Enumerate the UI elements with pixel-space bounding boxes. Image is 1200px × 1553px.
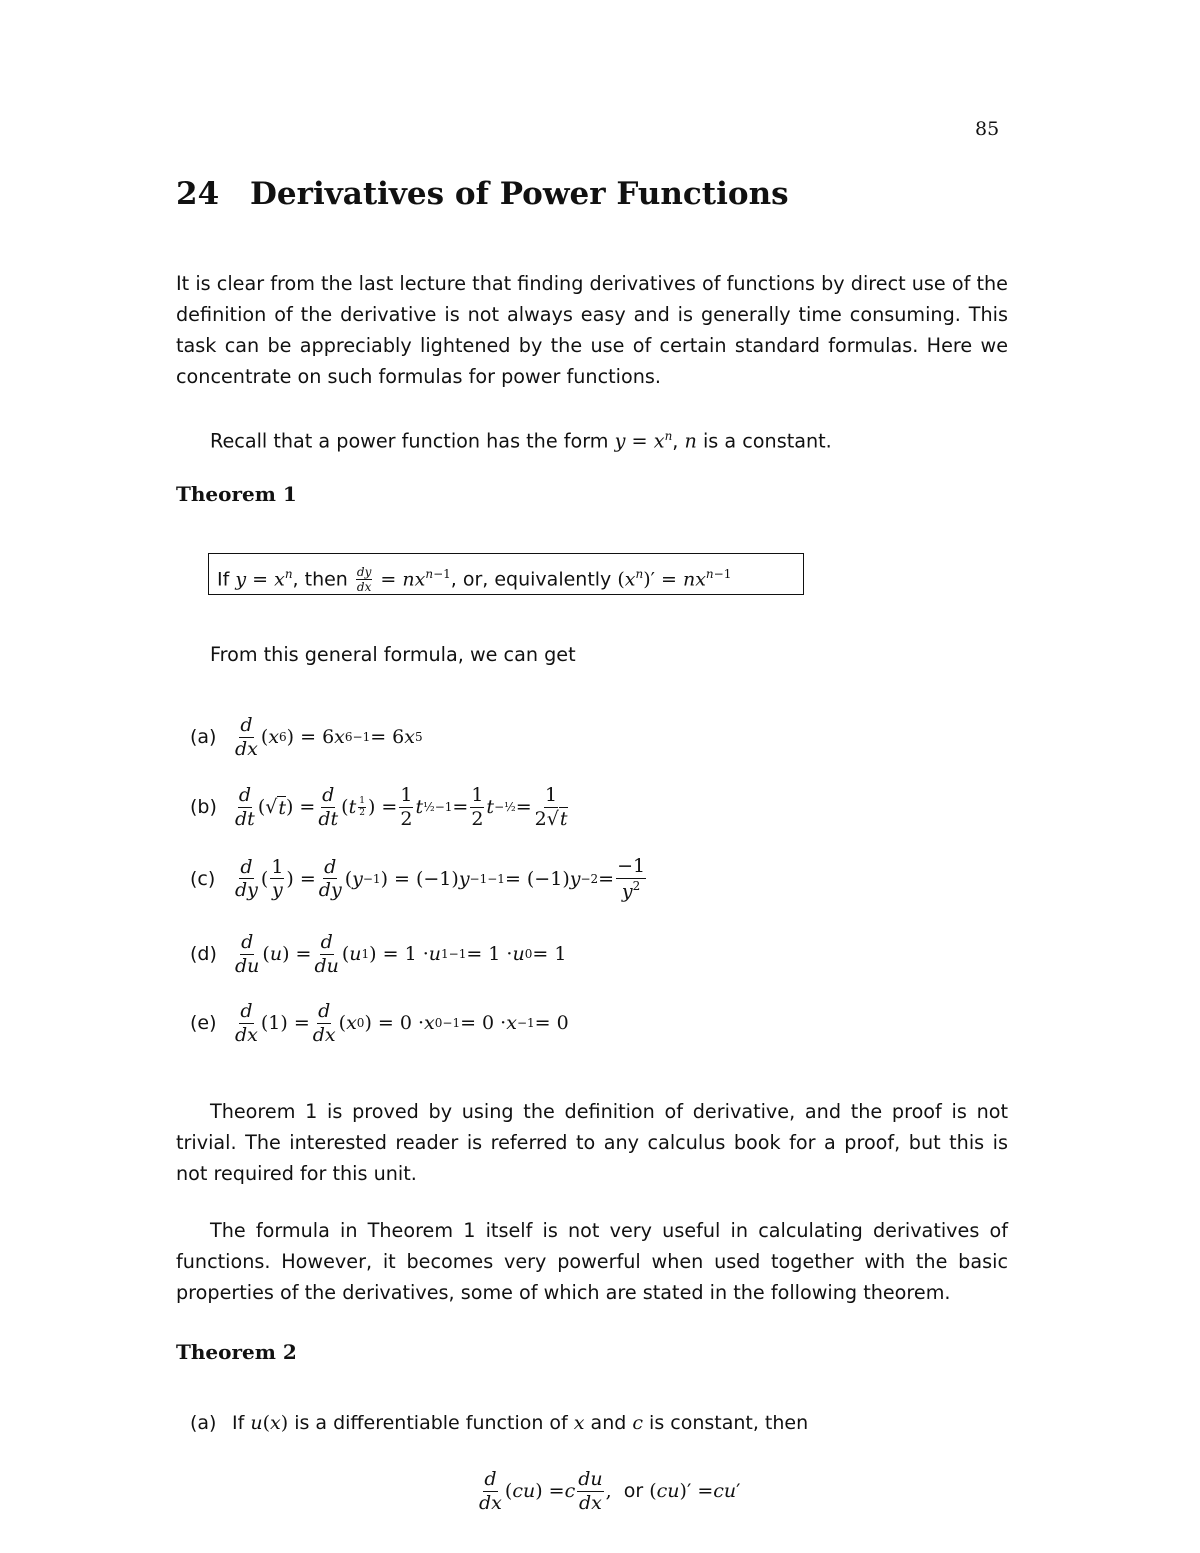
box-then: , then bbox=[292, 568, 354, 591]
theorem2-part-a: (a) If u(x) is a differentiable function of x and c is constant, then bbox=[190, 1412, 809, 1434]
recall-text-pre: Recall that a power function has the form bbox=[210, 429, 615, 453]
theorem2-a-label: (a) bbox=[190, 1412, 217, 1434]
example-c: (c) $\frac{d}{dy}$ ( $\frac{1}{y}$ ) = $\frac{d}{dy}$ ( y −1 ) = (−1) y −1−1 = (−1) y −2 = $\frac{-1}{y^2}$ bbox=[190, 855, 646, 903]
section-title bbox=[176, 176, 789, 212]
example-c-label: (c) bbox=[190, 867, 216, 890]
usefulness-paragraph: The formula in Theorem 1 itself is not very useful in calculating derivatives of functions. However, it becomes very powerful when used together with the basic properties of the derivatives, some of which are stated in the following theorem. bbox=[176, 1219, 1008, 1304]
example-d-label: (d) bbox=[190, 943, 217, 966]
section-number: 24 bbox=[176, 176, 220, 212]
thm2-a-text-3: and bbox=[584, 1412, 633, 1434]
proof-paragraph: Theorem 1 is proved by using the definition of derivative, and the proof is not trivial. The interested reader is referred to any calculus book for a proof, but this is not required for this unit. bbox=[176, 1100, 1008, 1185]
examples-intro: From this general formula, we can get bbox=[210, 643, 576, 666]
example-a-label: (a) bbox=[190, 726, 217, 749]
theorem2-heading: Theorem 2 bbox=[176, 1340, 297, 1364]
theorem1-formula-box: If $y = x^n$, then $\frac{dy}{dx}$ = $nx^{n-1}$, or, equivalently $(x^n)' = nx^{n-1}$ bbox=[208, 553, 804, 595]
thm2-a-text-1: If bbox=[232, 1412, 251, 1434]
theorem2-a-formula: $\frac{d}{dx}$ ( cu ) = c $\frac{du}{dx}$ , or ( cu )′ = cu ′ bbox=[479, 1468, 741, 1514]
theorem1-heading: Theorem 1 bbox=[176, 482, 297, 506]
page-number: 85 bbox=[975, 118, 1000, 140]
example-b: (b) $\frac{d}{dt}$ (√ t ) = $\frac{d}{dt}$ ( t $\frac{1}{2}$ ) = $\frac{1}{2}$ t ½−1 = $\frac{1}{2}$ t −½ = $\frac{1}{2√t}$ bbox=[190, 784, 568, 830]
example-a: (a) $\frac{d}{dx}$ ( x 6 ) = 6 x 6−1 = 6 x 5 bbox=[190, 714, 423, 760]
thm2-a-text-4: is constant, then bbox=[643, 1412, 809, 1434]
example-e-label: (e) bbox=[190, 1012, 217, 1035]
thm2-eq-or: or bbox=[623, 1480, 644, 1503]
section-title-text: Derivatives of Power Functions bbox=[250, 176, 789, 212]
intro-paragraph: It is clear from the last lecture that finding derivatives of functions by direct use of the definition of the derivative is not always easy and is generally time consuming. This task can be appreciably lightened by the use of certain standard formulas. Here we concentrate on such formulas for power functions. bbox=[176, 272, 1008, 388]
example-b-label: (b) bbox=[190, 796, 217, 819]
example-d: (d) $\frac{d}{du}$ ( u ) = $\frac{d}{du}$ ( u 1 ) = 1 · u 1−1 = 1 · u 0 = 1 bbox=[190, 931, 567, 977]
thm2-a-text-2: is a differentiable function of bbox=[288, 1412, 574, 1434]
example-e: (e) $\frac{d}{dx}$ (1) = $\frac{d}{dx}$ ( x 0 ) = 0 · x 0−1 = 0 · x −1 = 0 bbox=[190, 1000, 569, 1046]
box-if: If bbox=[217, 568, 236, 591]
box-or: , or, equivalently bbox=[450, 568, 618, 591]
recall-text-post: is a constant. bbox=[696, 429, 832, 453]
recall-paragraph: Recall that a power function has the form $y = x^n$, n is a constant. bbox=[210, 429, 832, 453]
